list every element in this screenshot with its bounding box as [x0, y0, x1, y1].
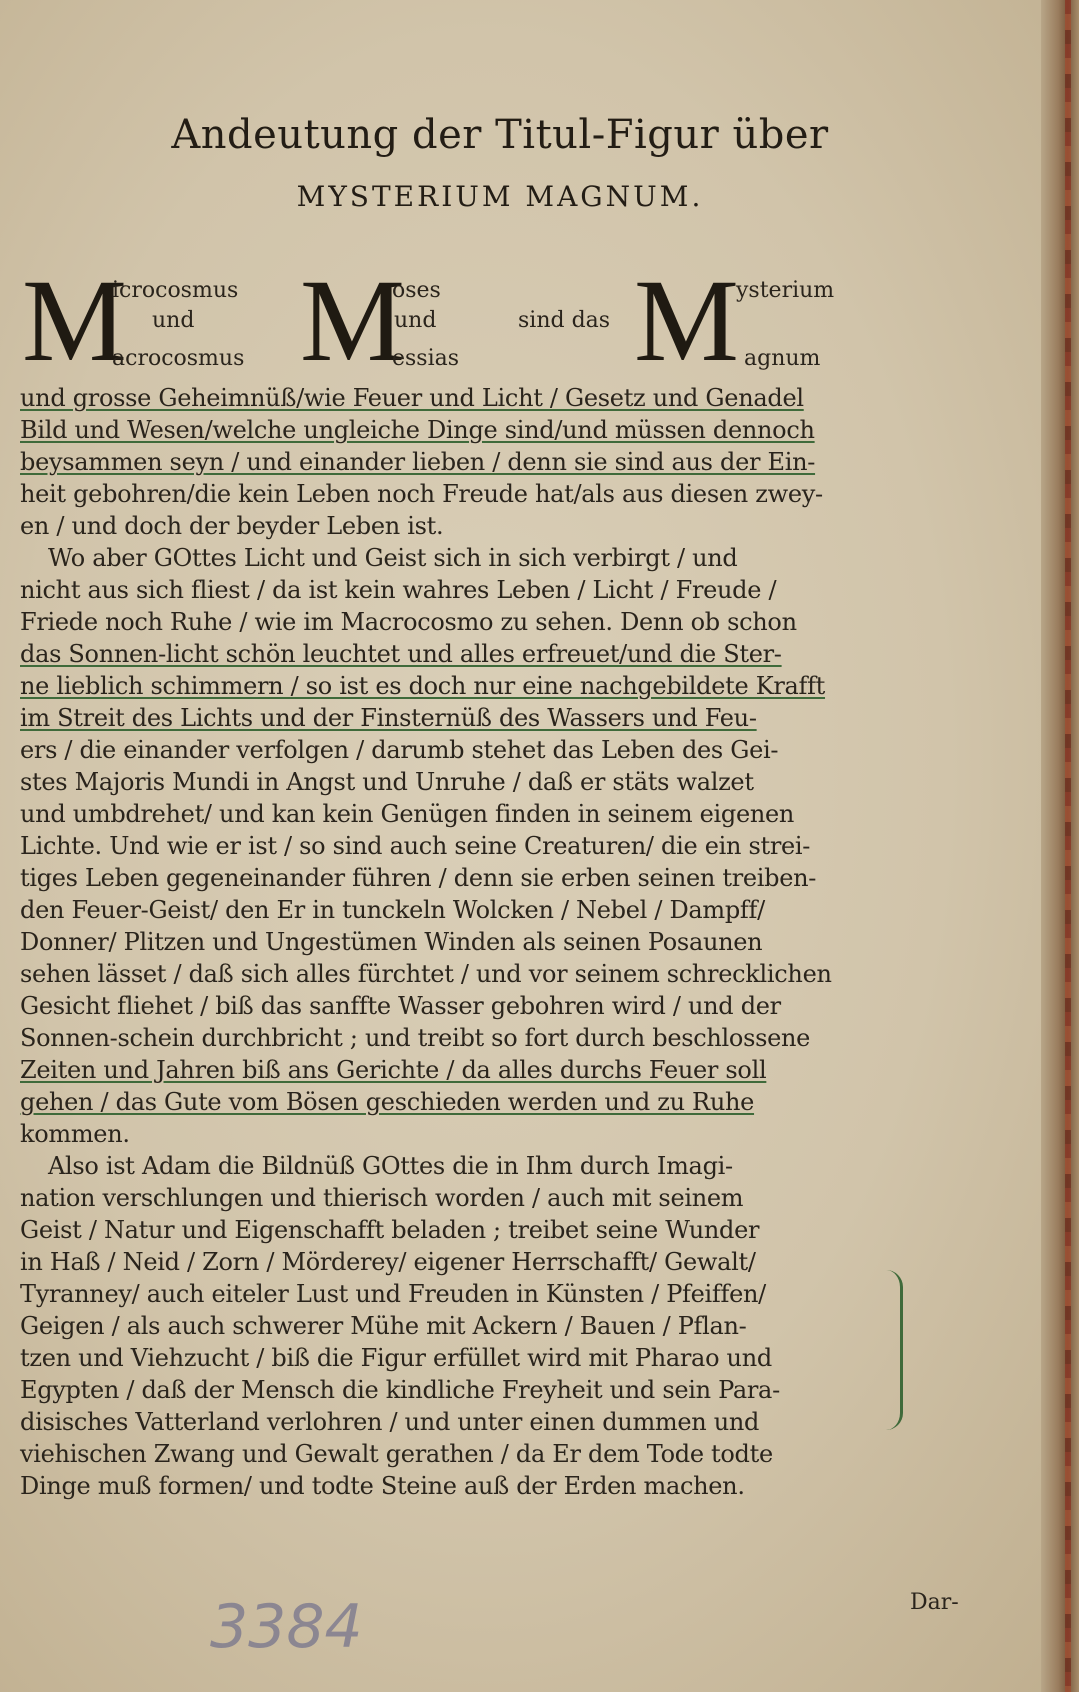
- text-line: Geist / Natur und Eigenschafft beladen ; treibet seine Wunder: [20, 1216, 760, 1244]
- text-line: stes Majoris Mundi in Angst und Unruhe / daß er stäts walzet: [20, 768, 754, 796]
- text-line: im Streit des Lichts und der Finsternüß des Wassers und Feu-: [20, 704, 757, 732]
- initial-word-3a: ysterium: [736, 278, 835, 303]
- text-line: Lichte. Und wie er ist / so sind auch seine Creaturen/ die ein strei-: [20, 832, 811, 860]
- text-line: Tyranney/ auch eiteler Lust und Freuden in Künsten / Pfeiffen/: [20, 1280, 766, 1308]
- text-line: Donner/ Plitzen und Ungestümen Winden als seinen Posaunen: [20, 928, 763, 956]
- page-title: Andeutung der Titul-Figur über: [171, 112, 829, 158]
- text-line: tzen und Viehzucht / biß die Figur erfüllet wird mit Pharao und: [20, 1344, 772, 1372]
- text-line: Sonnen-schein durchbricht ; und treibt so fort durch beschlossene: [20, 1024, 811, 1052]
- text-line: heit gebohren/die kein Leben noch Freude hat/als aus diesen zwey-: [20, 480, 823, 508]
- text-line: Friede noch Ruhe / wie im Macrocosmo zu sehen. Denn ob schon: [20, 608, 797, 636]
- text-line: Zeiten und Jahren biß ans Gerichte / da alles durchs Feuer soll: [20, 1056, 767, 1084]
- text-line: kommen.: [20, 1120, 130, 1148]
- text-line: Also ist Adam die Bildnüß GOttes die in Ihm durch Imagi-: [48, 1152, 733, 1180]
- text-line: gehen / das Gute vom Bösen geschieden werden und zu Ruhe: [20, 1088, 755, 1116]
- text-line: beysammen seyn / und einander lieben / denn sie sind aus der Ein-: [20, 448, 816, 476]
- initial-word-1c: acrocosmus: [112, 346, 245, 371]
- text-line: und grosse Geheimnüß/wie Feuer und Licht / Gesetz und Genadel: [20, 384, 804, 412]
- text-line: nicht aus sich fliest / da ist kein wahres Leben / Licht / Freude /: [20, 576, 777, 604]
- text-line: en / und doch der beyder Leben ist.: [20, 512, 444, 540]
- initial-word-2c: essias: [392, 346, 460, 371]
- initial-word-2a: oses: [392, 278, 441, 303]
- initial-word-1b: und: [152, 308, 195, 333]
- text-line: Geigen / als auch schwerer Mühe mit Ackern / Bauen / Pflan-: [20, 1312, 747, 1340]
- page-edge-red-staining: [1065, 0, 1071, 1692]
- text-line: Dinge muß formen/ und todte Steine auß der Erden machen.: [20, 1472, 745, 1500]
- body-text: [20, 382, 840, 1502]
- initial-word-1a: icrocosmus: [112, 278, 239, 303]
- text-line: disisches Vatterland verlohren / und unter einen dummen und: [20, 1408, 760, 1436]
- initial-letter-2: M: [300, 255, 405, 386]
- page-subtitle: MYSTERIUM MAGNUM.: [296, 180, 704, 213]
- page-edge: [1041, 0, 1079, 1692]
- text-line: ne lieblich schimmern / so ist es doch nur eine nachgebildete Krafft: [20, 672, 826, 700]
- text-line: ers / die einander verfolgen / darumb stehet das Leben des Gei-: [20, 736, 779, 764]
- handwritten-note: 3384: [210, 1592, 363, 1662]
- text-line: tiges Leben gegeneinander führen / denn sie erben seinen treiben-: [20, 864, 817, 892]
- text-line: viehischen Zwang und Gewalt gerathen / da Er dem Tode todte: [20, 1440, 773, 1468]
- text-line: Gesicht fliehet / biß das sanffte Wasser gebohren wird / und der: [20, 992, 781, 1020]
- text-line: Wo aber GOttes Licht und Geist sich in sich verbirgt / und: [48, 544, 738, 572]
- text-line: das Sonnen-licht schön leuchtet und alles erfreuet/und die Ster-: [20, 640, 782, 668]
- text-line: den Feuer-Geist/ den Er in tunckeln Wolcken / Nebel / Dampff/: [20, 896, 765, 924]
- initial-middle-text: sind das: [518, 308, 611, 333]
- initial-word-3c: agnum: [744, 346, 821, 371]
- initial-word-2b: und: [394, 308, 437, 333]
- margin-bracket-annotation: [886, 1270, 903, 1430]
- text-line: in Haß / Neid / Zorn / Mörderey/ eigener Herrschafft/ Gewalt/: [20, 1248, 756, 1276]
- initial-letter-3: M: [634, 255, 739, 386]
- initial-letter-1: M: [22, 255, 127, 386]
- text-line: und umbdrehet/ und kan kein Genügen finden in seinem eigenen: [20, 800, 795, 828]
- catchword: Dar-: [910, 1590, 959, 1615]
- text-line: nation verschlungen und thierisch worden / auch mit seinem: [20, 1184, 744, 1212]
- text-line: sehen lässet / daß sich alles fürchtet / und vor seinem schrecklichen: [20, 960, 832, 988]
- text-line: Bild und Wesen/welche ungleiche Dinge sind/und müssen dennoch: [20, 416, 815, 444]
- text-line: Egypten / daß der Mensch die kindliche Freyheit und sein Para-: [20, 1376, 780, 1404]
